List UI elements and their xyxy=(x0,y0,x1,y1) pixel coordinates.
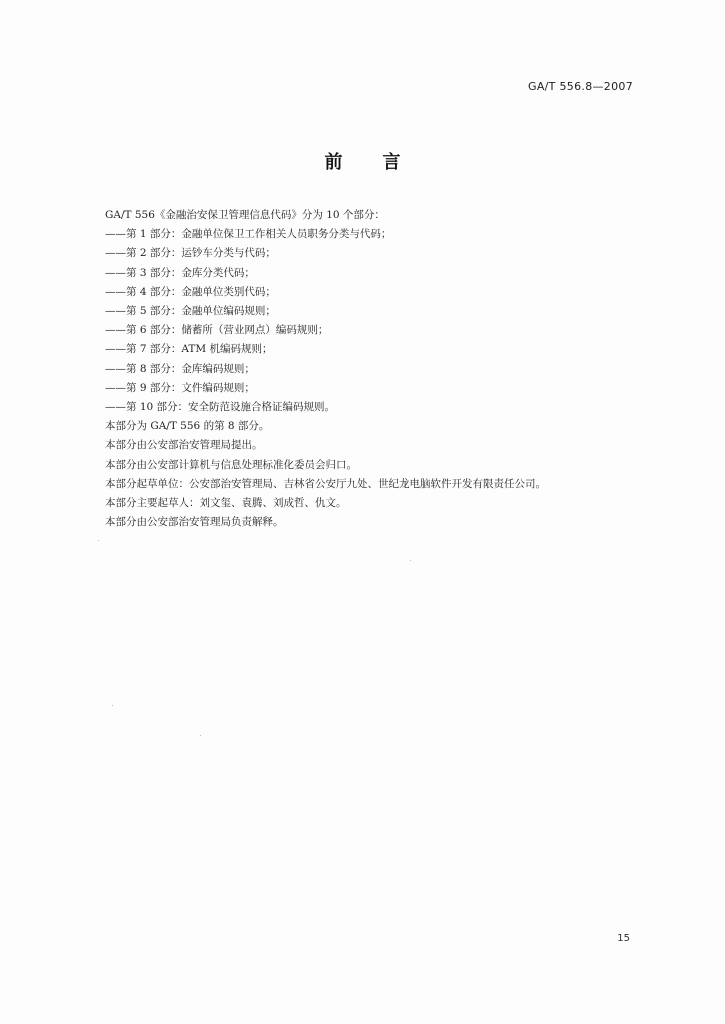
list-item-part-1: ——第 1 部分：金融单位保卫工作相关人员职务分类与代码； xyxy=(105,228,392,241)
list-item-part-4: ——第 4 部分：金融单位类别代码； xyxy=(105,285,276,298)
main-drafters: 本部分主要起草人：刘文玺、袁腾、刘成哲、仇文。 xyxy=(105,497,347,510)
page-number: 15 xyxy=(617,933,630,944)
centralized-statement: 本部分由公安部计算机与信息处理标准化委员会归口。 xyxy=(105,458,357,471)
scan-speck xyxy=(112,705,113,706)
page-title: 前言 xyxy=(324,152,441,173)
list-item-part-10: ——第 10 部分：安全防范设施合格证编码规则。 xyxy=(105,401,336,414)
list-item-part-9: ——第 9 部分：文件编码规则； xyxy=(105,381,255,394)
scan-speck xyxy=(98,540,99,541)
list-item-part-6: ——第 6 部分：储蓄所（营业网点）编码规则； xyxy=(105,324,329,337)
part-statement: 本部分为 GA/T 556 的第 8 部分。 xyxy=(105,420,270,433)
list-item-part-2: ——第 2 部分：运钞车分类与代码； xyxy=(105,247,276,260)
scan-speck xyxy=(410,560,411,561)
list-item-part-7: ——第 7 部分：ATM 机编码规则； xyxy=(105,343,273,356)
foreword-body xyxy=(105,206,645,532)
standard-code: GA/T 556.8—2007 xyxy=(528,80,633,93)
interpretation-statement: 本部分由公安部治安管理局负责解释。 xyxy=(105,516,284,529)
drafting-units: 本部分起草单位：公安部治安管理局、吉林省公安厅九处、世纪龙电脑软件开发有限责任公司。 xyxy=(105,477,546,490)
list-item-part-3: ——第 3 部分：金库分类代码； xyxy=(105,266,255,279)
list-item-part-8: ——第 8 部分：金库编码规则； xyxy=(105,362,255,375)
proposer-statement: 本部分由公安部治安管理局提出。 xyxy=(105,439,263,452)
list-item-part-5: ——第 5 部分：金融单位编码规则； xyxy=(105,305,276,318)
intro-line: GA/T 556《金融治安保卫管理信息代码》分为 10 个部分： xyxy=(105,209,385,221)
scan-speck xyxy=(200,735,201,736)
